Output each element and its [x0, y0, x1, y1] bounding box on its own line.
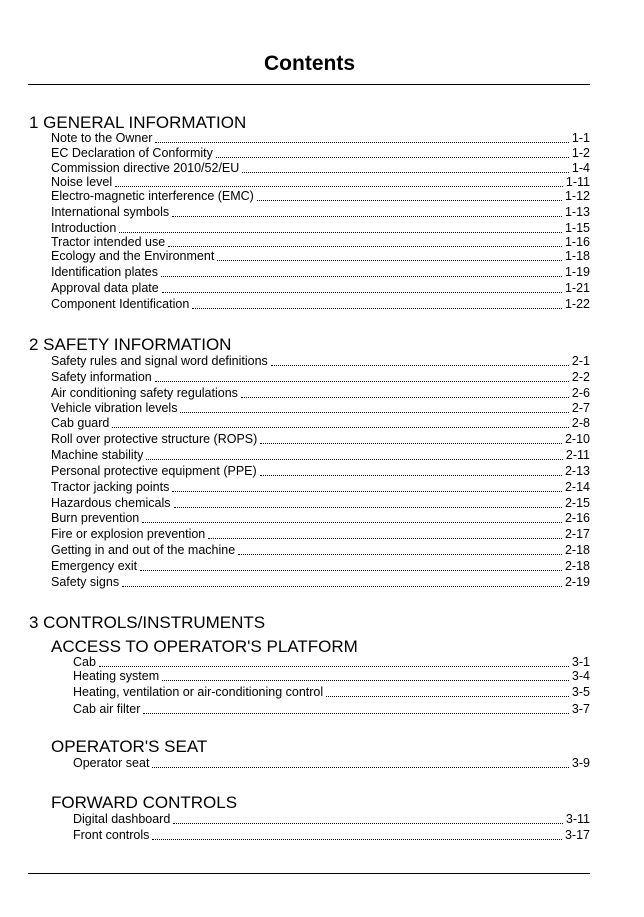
toc-entry[interactable]: Heating system 3-4: [73, 669, 590, 683]
toc-entry[interactable]: International symbols 1-13: [51, 205, 590, 219]
toc-entry[interactable]: Introduction 1-15: [51, 221, 590, 235]
toc-entry[interactable]: Vehicle vibration levels 2-7: [51, 401, 590, 415]
toc-entry[interactable]: Hazardous chemicals 2-15: [51, 496, 590, 510]
toc-entry[interactable]: Operator seat 3-9: [73, 756, 590, 770]
toc-entry[interactable]: Tractor jacking points 2-14: [51, 480, 590, 494]
toc-entry[interactable]: Noise level 1-11: [51, 175, 590, 189]
subsection-heading-operators-seat: OPERATOR'S SEAT: [51, 737, 208, 756]
subsection-heading-forward-controls: FORWARD CONTROLS: [51, 793, 238, 812]
toc-entry[interactable]: Component Identification 1-22: [51, 297, 590, 311]
toc-entry[interactable]: Safety information 2-2: [51, 370, 590, 384]
toc-entry[interactable]: Roll over protective structure (ROPS) 2-10: [51, 432, 590, 446]
toc-entry[interactable]: Heating, ventilation or air-conditioning control 3-5: [73, 685, 590, 699]
toc-entry[interactable]: Fire or explosion prevention 2-17: [51, 527, 590, 541]
page-title: Contents: [264, 52, 355, 75]
toc-entry[interactable]: Front controls 3-17: [73, 828, 590, 842]
toc-entry[interactable]: Ecology and the Environment 1-18: [51, 249, 590, 263]
toc-entry[interactable]: Cab 3-1: [73, 655, 590, 669]
subsection-heading-access-to-operators-platform: ACCESS TO OPERATOR'S PLATFORM: [51, 637, 358, 656]
toc-entry[interactable]: Approval data plate 1-21: [51, 281, 590, 295]
header-divider: [28, 84, 590, 85]
toc-entry[interactable]: Cab air filter 3-7: [73, 702, 590, 716]
toc-entry[interactable]: Safety rules and signal word definitions 2-1: [51, 354, 590, 368]
toc-entry[interactable]: Cab guard 2-8: [51, 416, 590, 430]
toc-entry[interactable]: Electro-magnetic interference (EMC) 1-12: [51, 189, 590, 203]
toc-entry[interactable]: Getting in and out of the machine 2-18: [51, 543, 590, 557]
section-heading-controls-instruments: 3 CONTROLS/INSTRUMENTS: [29, 613, 266, 632]
toc-entry[interactable]: Burn prevention 2-16: [51, 511, 590, 525]
toc-entry[interactable]: EC Declaration of Conformity 1-2: [51, 146, 590, 160]
toc-entry[interactable]: Personal protective equipment (PPE) 2-13: [51, 464, 590, 478]
toc-entry[interactable]: Identification plates 1-19: [51, 265, 590, 279]
footer-divider: [28, 873, 590, 874]
toc-entry[interactable]: Digital dashboard 3-11: [73, 812, 590, 826]
section-heading-safety-information: 2 SAFETY INFORMATION: [29, 335, 232, 354]
toc-entry[interactable]: Note to the Owner 1-1: [51, 131, 590, 145]
toc-entry[interactable]: Tractor intended use 1-16: [51, 235, 590, 249]
toc-entry[interactable]: Safety signs 2-19: [51, 575, 590, 589]
section-heading-general-information: 1 GENERAL INFORMATION: [29, 113, 247, 132]
toc-entry[interactable]: Emergency exit 2-18: [51, 559, 590, 573]
toc-entry[interactable]: Commission directive 2010/52/EU 1-4: [51, 161, 590, 175]
toc-entry[interactable]: Machine stability 2-11: [51, 448, 590, 462]
toc-entry[interactable]: Air conditioning safety regulations 2-6: [51, 386, 590, 400]
